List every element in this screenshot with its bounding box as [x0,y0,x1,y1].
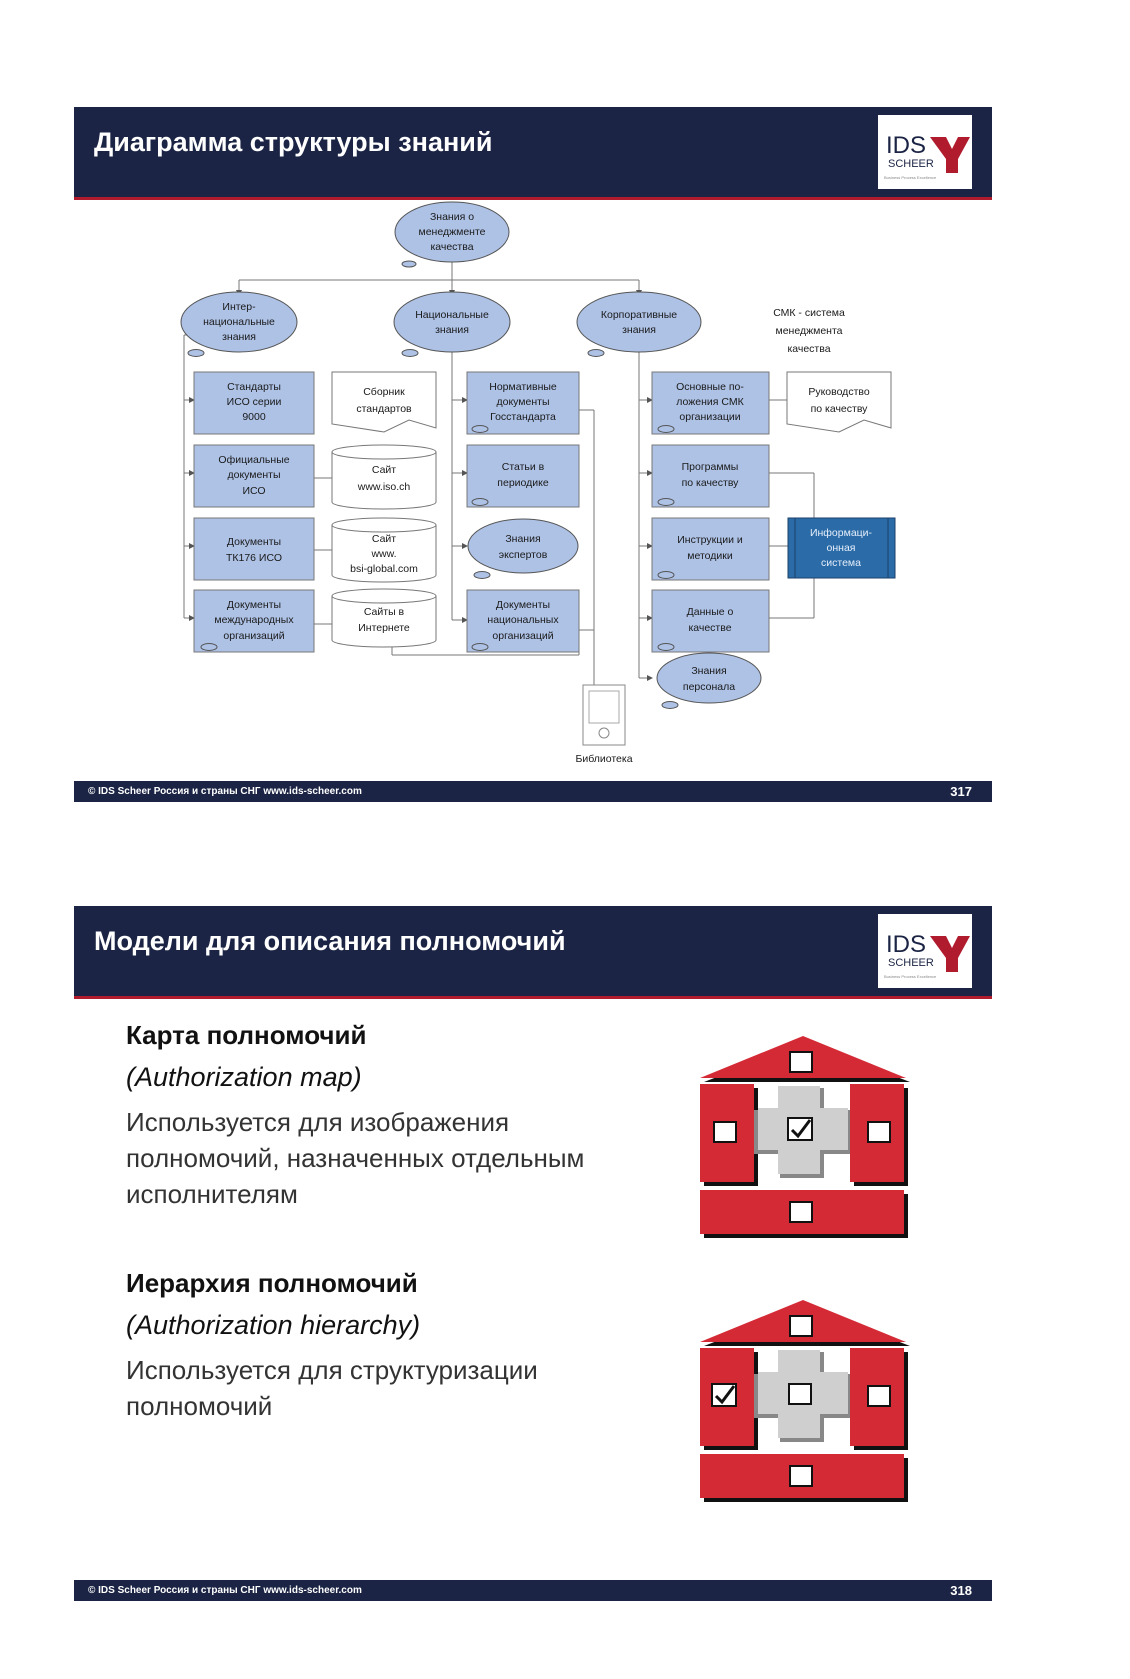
box-iso-9000-standards [194,372,314,434]
section2-subheading: (Authorization hierarchy) [126,1310,421,1340]
box-periodical-articles [467,445,579,507]
section1-heading: Карта полномочий [126,1020,367,1050]
svg-text:Программыпо качеству: Программы по качеству [681,461,739,489]
box-gost-docs [467,372,579,434]
logo-text-ids: IDS [886,931,927,958]
page-number: 317 [950,784,972,799]
logo-tagline: Business Process Excellence [884,974,937,979]
svg-text:Сборникстандартов: Сборник стандартов [356,386,412,415]
svg-text:Информаци-оннаясистема: Информаци-онная система [809,527,873,569]
authorization-hierarchy-icon [692,1296,914,1511]
cloud-national-knowledge [394,292,510,357]
svg-text:СтандартыИСО серии9000: Стандарты ИСО серии 9000 [226,381,282,423]
svg-text:Интер-национальныезнания: Интер-национальные знания [203,301,275,343]
svg-text:Знанияэкспертов: Знания экспертов [498,533,548,561]
svg-text:НормативныедокументыГосстандар: Нормативные документы Госстандарта [489,381,557,423]
cloud-quality-knowledge [395,202,509,267]
footer-copyright: © IDS Scheer Россия и страны СНГ www.ids-scheer.com [88,1585,362,1596]
slide-footer [74,1580,992,1601]
cloud-corporate-knowledge [577,292,701,357]
svg-text:Руководствопо качеству: Руководство по качеству [808,386,870,415]
box-national-orgs-docs [467,590,579,652]
svg-text:Корпоративныезнания: Корпоративные знания [600,309,678,336]
svg-text:ДокументыТК176 ИСО: Документы ТК176 ИСО [225,536,283,564]
section2-heading: Иерархия полномочий [126,1268,418,1298]
footer-copyright: © IDS Scheer Россия и страны СНГ www.ids-scheer.com [88,786,362,797]
svg-text:Данные окачестве: Данные о качестве [686,606,734,634]
logo-text-scheer: SCHEER [888,957,934,969]
knowledge-structure-diagram [74,200,992,780]
slide-footer [74,781,992,802]
svg-text:Документымеждународныхорганиза: Документы международных организаций [214,599,294,642]
db-bsi-site [332,518,436,582]
section2-body: Используется для структуризации полномочий [126,1355,538,1421]
cloud-personnel-knowledge [657,653,761,709]
slide-title: Диаграмма структуры знаний [94,127,493,157]
section1-body: Используется для изображения полномочий, назначенных отдельным исполнителям [126,1107,585,1209]
db-internet-sites [332,589,436,647]
slide-header [74,107,992,200]
cloud-international-knowledge [181,292,297,357]
box-iso-official-docs [194,445,314,507]
svg-text:Статьи впериодике: Статьи в периодике [497,461,549,489]
doc-quality-manual [787,372,891,432]
logo-text-ids: IDS [886,132,927,159]
box-smk-provisions [652,372,769,434]
slide-318 [74,906,992,1601]
svg-text:Сайты вИнтернете: Сайты в Интернете [358,606,410,634]
authorization-map-icon [692,1032,914,1247]
slide-title: Модели для описания полномочий [94,926,566,956]
svg-text:Знанияперсонала: Знания персонала [682,665,736,693]
svg-text:Национальныезнания: Национальные знания [415,309,489,336]
svg-text:Знания оменеджментекачества: Знания о менеджменте качества [418,211,486,253]
ids-scheer-logo [878,115,972,189]
library-device [575,685,632,765]
doc-standards-collection [332,372,436,432]
box-instructions [652,518,769,580]
ids-scheer-logo [878,914,972,988]
box-tk176-docs [194,518,314,580]
slide-317 [74,107,992,802]
logo-text-scheer: SCHEER [888,158,934,170]
svg-text:ОфициальныедокументыИСО: Официальные документы ИСО [218,454,290,497]
section1-subheading: (Authorization map) [126,1062,362,1092]
slide-header [74,906,992,999]
svg-text:Документынациональныхорганизац: Документы национальных организаций [487,599,559,642]
db-iso-site [332,445,436,509]
svg-text:Сайтwww.iso.ch: Сайт www.iso.ch [357,464,411,493]
page-number: 318 [950,1583,972,1598]
cloud-expert-knowledge [468,519,578,579]
box-quality-programs [652,445,769,507]
box-information-system [788,518,895,578]
logo-tagline: Business Process Excellence [884,175,937,180]
box-international-orgs-docs [194,590,314,652]
svg-text:Библиотека: Библиотека [575,753,633,765]
box-quality-data [652,590,769,652]
svg-text:Сайтwww.bsi-global.com: Сайт www. bsi-global.com [350,533,418,575]
svg-text:Основные по-ложения СМКорганиз: Основные по-ложения СМК организации [676,381,744,423]
svg-text:Инструкции иметодики: Инструкции и методики [677,534,743,562]
smk-note: СМК - система менеджмента качества [773,307,845,355]
